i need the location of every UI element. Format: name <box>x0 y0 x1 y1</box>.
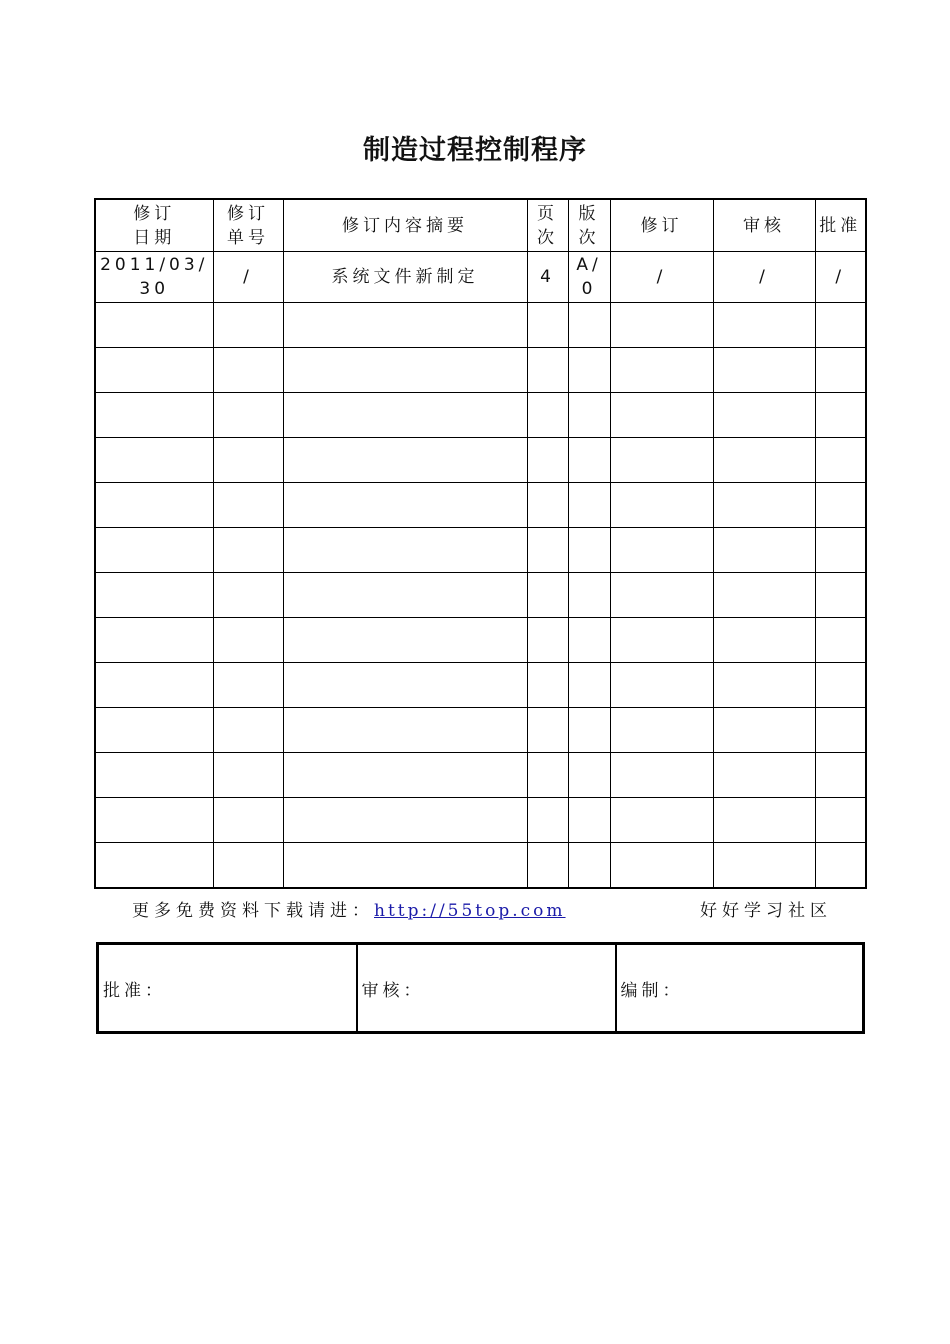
cell-order-no[interactable] <box>213 303 283 348</box>
cell-page[interactable] <box>527 348 568 393</box>
cell-approve[interactable] <box>815 393 866 438</box>
cell-order-no[interactable]: / <box>213 252 283 303</box>
cell-order-no[interactable] <box>213 798 283 843</box>
cell-review[interactable] <box>713 573 815 618</box>
cell-version[interactable] <box>568 843 610 889</box>
cell-date[interactable] <box>95 843 213 889</box>
approve-label: 批准： <box>103 980 166 1001</box>
table-row <box>95 798 866 843</box>
revision-table <box>94 198 867 889</box>
cell-review[interactable] <box>713 663 815 708</box>
cell-page[interactable] <box>527 303 568 348</box>
cell-version[interactable]: A/ 0 <box>568 252 610 303</box>
header-revise: 修订 <box>610 199 713 252</box>
cell-review[interactable] <box>713 528 815 573</box>
cell-review[interactable] <box>713 798 815 843</box>
cell-revise[interactable] <box>610 483 713 528</box>
cell-summary[interactable] <box>283 483 527 528</box>
cell-summary[interactable]: 系统文件新制定 <box>283 252 527 303</box>
header-review: 审核 <box>713 199 815 252</box>
cell-revise[interactable] <box>610 798 713 843</box>
cell-version[interactable] <box>568 438 610 483</box>
cell-approve[interactable] <box>815 708 866 753</box>
table-row <box>95 618 866 663</box>
cell-summary[interactable] <box>283 753 527 798</box>
cell-revise[interactable] <box>610 573 713 618</box>
cell-approve[interactable]: / <box>815 252 866 303</box>
cell-version[interactable] <box>568 663 610 708</box>
cell-approve[interactable] <box>815 438 866 483</box>
cell-approve[interactable] <box>815 663 866 708</box>
cell-order-no[interactable] <box>213 528 283 573</box>
cell-review[interactable] <box>713 483 815 528</box>
cell-date[interactable] <box>95 348 213 393</box>
cell-order-no[interactable] <box>213 348 283 393</box>
cell-approve[interactable] <box>815 303 866 348</box>
cell-review[interactable] <box>713 438 815 483</box>
header-approve: 批准 <box>815 199 866 252</box>
cell-page[interactable] <box>527 528 568 573</box>
footer-prefix: 更多免费资料下载请进： <box>132 901 374 921</box>
cell-approve[interactable] <box>815 618 866 663</box>
cell-version[interactable] <box>568 753 610 798</box>
header-row <box>95 199 866 252</box>
cell-page[interactable] <box>527 753 568 798</box>
cell-date[interactable] <box>95 393 213 438</box>
cell-order-no[interactable] <box>213 618 283 663</box>
table-row <box>95 393 866 438</box>
cell-page[interactable] <box>527 843 568 889</box>
cell-summary[interactable] <box>283 348 527 393</box>
cell-date[interactable] <box>95 798 213 843</box>
cell-page[interactable] <box>527 483 568 528</box>
cell-order-no[interactable] <box>213 573 283 618</box>
cell-approve[interactable] <box>815 528 866 573</box>
cell-review[interactable] <box>713 708 815 753</box>
cell-order-no[interactable] <box>213 393 283 438</box>
cell-summary[interactable] <box>283 393 527 438</box>
cell-order-no[interactable] <box>213 753 283 798</box>
cell-review[interactable]: / <box>713 252 815 303</box>
cell-page[interactable] <box>527 393 568 438</box>
cell-order-no[interactable] <box>213 483 283 528</box>
cell-version[interactable] <box>568 708 610 753</box>
prepare-label: 编制： <box>620 980 684 1001</box>
table-row <box>95 438 866 483</box>
cell-date[interactable] <box>95 753 213 798</box>
cell-summary[interactable] <box>283 618 527 663</box>
cell-review[interactable] <box>713 393 815 438</box>
cell-summary[interactable] <box>283 843 527 889</box>
prepare-cell[interactable] <box>616 944 864 1033</box>
cell-approve[interactable] <box>815 753 866 798</box>
page-title: 制造过程控制程序 <box>363 135 587 166</box>
cell-date[interactable] <box>95 303 213 348</box>
cell-version[interactable] <box>568 303 610 348</box>
cell-revise[interactable] <box>610 843 713 889</box>
cell-revise[interactable] <box>610 393 713 438</box>
cell-approve[interactable] <box>815 348 866 393</box>
cell-date[interactable] <box>95 708 213 753</box>
cell-summary[interactable] <box>283 303 527 348</box>
cell-review[interactable] <box>713 843 815 889</box>
table-row <box>95 252 866 303</box>
cell-approve[interactable] <box>815 843 866 889</box>
cell-page[interactable] <box>527 618 568 663</box>
cell-revise[interactable] <box>610 438 713 483</box>
cell-date[interactable] <box>95 528 213 573</box>
cell-page[interactable] <box>527 798 568 843</box>
table-row <box>95 843 866 889</box>
cell-version[interactable] <box>568 483 610 528</box>
cell-date[interactable] <box>95 618 213 663</box>
cell-version[interactable] <box>568 573 610 618</box>
cell-version[interactable] <box>568 348 610 393</box>
cell-review[interactable] <box>713 348 815 393</box>
cell-review[interactable] <box>713 753 815 798</box>
table-row <box>95 708 866 753</box>
cell-approve[interactable] <box>815 798 866 843</box>
cell-order-no[interactable] <box>213 663 283 708</box>
cell-version[interactable] <box>568 618 610 663</box>
cell-approve[interactable] <box>815 573 866 618</box>
cell-revise[interactable] <box>610 528 713 573</box>
table-row <box>95 528 866 573</box>
cell-revise[interactable] <box>610 663 713 708</box>
footer-text <box>132 896 566 921</box>
header-page: 页 次 <box>527 199 568 252</box>
cell-revise[interactable] <box>610 618 713 663</box>
cell-review[interactable] <box>713 303 815 348</box>
table-row <box>95 663 866 708</box>
cell-page[interactable] <box>527 663 568 708</box>
cell-summary[interactable] <box>283 438 527 483</box>
header-summary: 修订内容摘要 <box>283 199 527 252</box>
cell-page[interactable]: 4 <box>527 252 568 303</box>
footer-link[interactable]: http://55top.com <box>374 901 566 921</box>
table-row <box>95 348 866 393</box>
cell-date[interactable] <box>95 438 213 483</box>
cell-page[interactable] <box>527 573 568 618</box>
cell-page[interactable] <box>527 438 568 483</box>
cell-order-no[interactable] <box>213 708 283 753</box>
table-row <box>95 483 866 528</box>
header-order-no: 修订 单号 <box>213 199 283 252</box>
cell-date[interactable] <box>95 663 213 708</box>
cell-summary[interactable] <box>283 798 527 843</box>
cell-revise[interactable] <box>610 303 713 348</box>
cell-date[interactable] <box>95 483 213 528</box>
cell-revise[interactable]: / <box>610 252 713 303</box>
cell-date[interactable] <box>95 573 213 618</box>
cell-order-no[interactable] <box>213 438 283 483</box>
footer-community: 好好学习社区 <box>700 901 832 921</box>
cell-revise[interactable] <box>610 753 713 798</box>
table-row <box>95 573 866 618</box>
cell-revise[interactable] <box>610 708 713 753</box>
review-label: 审核： <box>361 980 425 1001</box>
cell-summary[interactable] <box>283 573 527 618</box>
cell-page[interactable] <box>527 708 568 753</box>
revision-table-body <box>95 199 866 888</box>
cell-version[interactable] <box>568 528 610 573</box>
cell-version[interactable] <box>568 798 610 843</box>
header-date: 修订 日期 <box>95 199 213 252</box>
cell-review[interactable] <box>713 618 815 663</box>
cell-summary[interactable] <box>283 528 527 573</box>
review-cell[interactable] <box>357 944 616 1033</box>
table-row <box>95 753 866 798</box>
cell-revise[interactable] <box>610 348 713 393</box>
approve-cell[interactable] <box>98 944 357 1033</box>
cell-summary[interactable] <box>283 708 527 753</box>
cell-approve[interactable] <box>815 483 866 528</box>
cell-order-no[interactable] <box>213 843 283 889</box>
cell-summary[interactable] <box>283 663 527 708</box>
table-row <box>95 303 866 348</box>
header-version: 版 次 <box>568 199 610 252</box>
cell-date[interactable]: 2011/03/ 30 <box>95 252 213 303</box>
signature-table <box>96 942 865 1034</box>
cell-version[interactable] <box>568 393 610 438</box>
